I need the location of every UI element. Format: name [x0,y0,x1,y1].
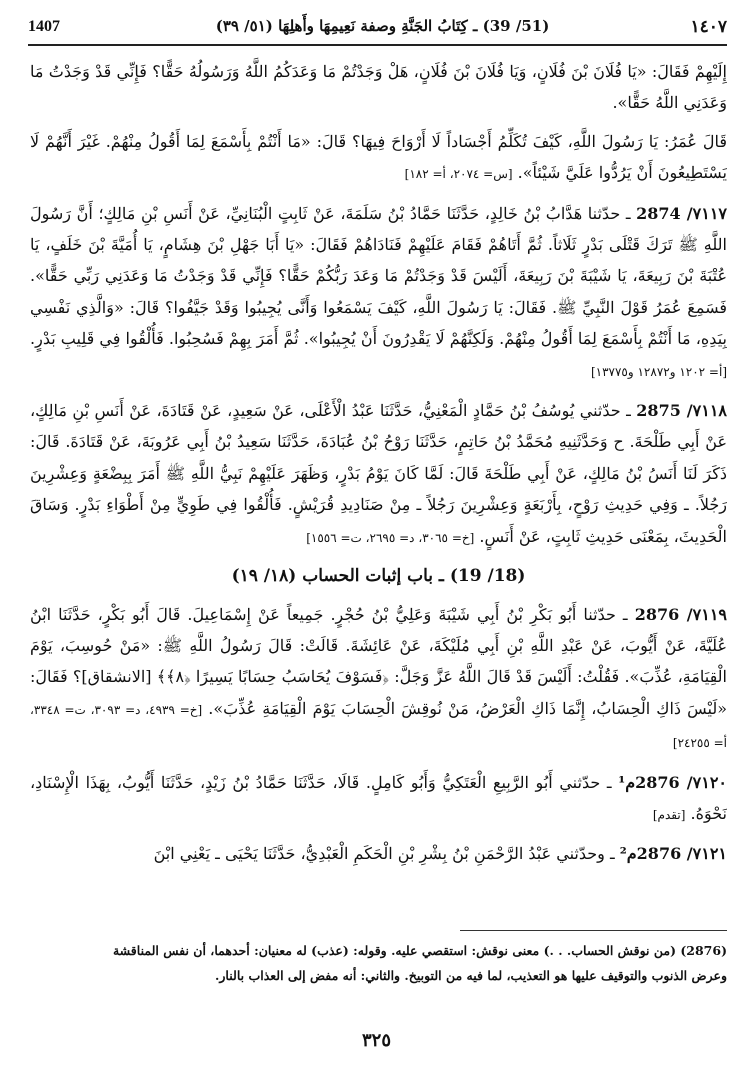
hadith-2876m2: ٧١٢١/ 2876م² ـ وحدّثني عَبْدُ الرَّحْمَنِ بْنُ بِشْرِ بْنِ الْحَكَمِ الْعَبْدِيُّ، حَدَّثَنَا يَحْيَى ـ يَعْنِي ابْنَ [153,844,727,864]
running-title: (51/ 39) ـ كِتَابُ الجَنَّةِ وصفة نَعِيمِهَا وأَهلِهَا (٥١/ ٣٩) [215,17,550,35]
footnote [30,938,727,988]
hadith-2876: ٧١١٩/ 2876 ـ حدّثنا أَبُو بَكْرِ بْنُ أَبِي شَيْبَةَ وَعَلِيُّ بْنُ حُجْرٍ. جَمِيعاً عَنْ إِسْمَاعِيلَ. قَالَ أَبُو بَكْرٍ، حَدَّثَنَا ابْنُ عُلَيَّةَ، عَنْ أَيُّوبَ، عَنْ عَبْدِ اللَّهِ بْنِ أَبِي مُلَيْكَةَ، عَنْ عَائِشَةَ. قَالَتْ: قَالَ رَسُولُ اللَّهِ ﷺ: «مَنْ حُوسِبَ، يَوْمَ الْقِيَامَةِ، عُذِّبَ». فَقُلْتُ: أَلَيْسَ قَدْ قَالَ اللَّهُ عَزَّ وَجَلَّ: ﴿فَسَوْفَ يُحَاسَبُ حِسَابًا يَسِيرًا ﴿٨﴾﴾ [الانشقاق]؟ فَقَالَ: «لَيْسَ ذَاكِ الْحِسَابُ، إِنَّمَا ذَاكِ الْعَرْضُ، مَنْ نُوقِشَ الْحِسَابَ يَوْمَ الْقِيَامَةِ عُذِّبَ». [خ= ٤٩٣٩، د= ٣٠٩٣، ت= ٣٣٤٨، أ= ٢٤٢٥٥] [30,604,727,751]
page-number-latin: 1407 [28,18,60,35]
footnote-line: (2876) (من نوقش الحساب. . .) معنى نوقش: استقصي عليه. وقوله: (عذب) له معنيان: أحدهما، أن نفس المناقشة [112,943,727,958]
reference: [خ= ٣٠٦٥، د= ٢٦٩٥، ت= ١٥٥٦] [306,530,475,545]
page-number-arabic: ١٤٠٧ [690,17,727,37]
footnote-line: وعرض الذنوب والتوقيف عليها هو التعذيب، لما فيه من التوبيخ. والثاني: أنه مفض إلى العذاب بالنار. [215,968,727,983]
hadith-number: ٧١١٩/ 2876 [634,604,727,624]
footnote-divider [460,930,727,931]
chapter-heading: (18/ 19) ـ باب إثبات الحساب (١٨/ ١٩) [231,566,526,587]
reference: [تقدم] [652,807,686,822]
reference: [أ= ١٢٠٢ و١٢٨٧٢ و١٣٧٧٥] [590,364,727,379]
hadith-number: ٧١١٧/ 2874 [636,203,727,223]
reference: [خ= ٤٩٣٩، د= ٣٠٩٣، ت= ٣٣٤٨، أ= ٢٤٢٥٥] [30,702,727,751]
hadith-2875: ٧١١٨/ 2875 ـ حدّثني يُوسُفُ بْنُ حَمَّادٍ الْمَعْنِيُّ، حَدَّثَنَا عَبْدُ الْأَعْلَى، عَنْ سَعِيدٍ، عَنْ قَتَادَةَ، عَنْ أَنَسِ بْنِ مَالِكٍ، عَنْ أَبِي طَلْحَةَ. ح وَحَدَّثَنِيهِ مُحَمَّدُ بْنُ حَاتِمٍ، حَدَّثَنَا رَوْحُ بْنُ عُبَادَةَ، حَدَّثَنَا سَعِيدُ بْنُ أَبِي عَرُوبَةَ، عَنْ قَتَادَةَ. قَالَ: ذَكَرَ لَنَا أَنَسُ بْنُ مَالِكٍ، عَنْ أَبِي طَلْحَةَ قَالَ: لَمَّا كَانَ يَوْمُ بَدْرٍ، وَظَهَرَ عَلَيْهِمْ نَبِيُّ اللَّهِ ﷺ أَمَرَ بِبِضْعَةٍ وَعِشْرِينَ رَجُلاً. ـ وَفِي حَدِيثِ رَوْحٍ، بِأَرْبَعَةٍ وَعِشْرِينَ رَجُلاً ـ مِنْ صَنَادِيدِ قُرَيْشٍ. فَأُلْقُوا فِي طَوِيٍّ مِنْ أَطْوَاءِ بَدْرٍ. وَسَاقَ الْحَدِيثَ، بِمَعْنَى حَدِيثِ ثَابِتٍ، عَنْ أَنَسٍ. [خ= ٣٠٦٥، د= ٢٦٩٥، ت= ١٥٥٦] [30,401,727,546]
paragraph: إِلَيْهِمْ فَقَالَ: «يَا فُلَانَ بْنَ فُلَانٍ، وَيَا فُلَانَ بْنَ فُلَانٍ، هَلْ وَجَدْتُمْ مَا وَعَدَكُمُ اللَّهُ وَرَسُولُهُ حَقًّا؟ فَإِنِّي قَدْ وَجَدْتُ مَا وَعَدَنِي اللَّهُ حَقًّا». [30,62,727,113]
hadith-number: ٧١١٨/ 2875 [636,401,727,421]
hadith-2874: ٧١١٧/ 2874 ـ حدّثنا هَدَّابُ بْنُ خَالِدٍ، حَدَّثَنَا حَمَّادُ بْنُ سَلَمَةَ، عَنْ ثَابِتٍ الْبُنَانِيِّ، عَنْ أَنَسِ بْنِ مَالِكٍ؛ أَنَّ رَسُولَ اللَّهِ ﷺ تَرَكَ قَتْلَى بَدْرٍ ثَلَاثاً. ثُمَّ أَتَاهُمْ فَقَامَ عَلَيْهِمْ فَنَادَاهُمْ فَقَالَ: «يَا أَبَا جَهْلِ بْنَ هِشَامٍ، يَا أُمَيَّةَ بْنَ خَلَفٍ، يَا عُتْبَةَ بْنَ رَبِيعَةَ، يَا شَيْبَةَ بْنَ رَبِيعَةَ، أَلَيْسَ قَدْ وَجَدْتُمْ مَا وَعَدَ رَبُّكُمْ حَقًّا؟ فَإِنِّي قَدْ وَجَدْتُ مَا وَعَدَنِي رَبِّي حَقًّا». فَسَمِعَ عُمَرُ قَوْلَ النَّبِيِّ ﷺ. فَقَالَ: يَا رَسُولَ اللَّهِ، كَيْفَ يَسْمَعُوا وَأَنَّى يُجِيبُوا وَقَدْ جَيَّفُوا؟ قَالَ: «وَالَّذِي نَفْسِي بِيَدِهِ، مَا أَنْتُمْ بِأَسْمَعَ لِمَا أَقُولُ مِنْهُمْ. وَلَكِنَّهُمْ لَا يَقْدِرُونَ أَنْ يُجِيبُوا». ثُمَّ أَمَرَ بِهِمْ فَسُحِبُوا. فَأُلْقُوا فِي قَلِيبِ بَدْرٍ. [أ= ١٢٠٢ و١٢٨٧٢ و١٣٧٧٥] [30,203,727,379]
hadith-number: ٧١٢٠/ 2876م¹ [618,772,727,792]
page-header [28,14,727,46]
reference: [س= ٢٠٧٤، أ= ١٨٢] [404,167,513,182]
hadith-number: ٧١٢١/ 2876م² [619,844,727,864]
main-text [30,56,727,901]
page-number-bottom: ٣٢٥ [361,1030,391,1051]
hadith-2876m1: ٧١٢٠/ 2876م¹ ـ حدّثني أَبُو الرَّبِيعِ الْعَتَكِيُّ وَأَبُو كَامِلٍ. قَالَا، حَدَّثَنَا حَمَّادُ بْنُ زَيْدٍ، حَدَّثَنَا أَيُّوبُ، بِهَذَا الْإِسْنَادِ، نَحْوَهُ. [تقدم] [30,772,727,823]
paragraph: قَالَ عُمَرُ: يَا رَسُولَ اللَّهِ، كَيْفَ تُكَلِّمُ أَجْسَاداً لَا أَرْوَاحَ فِيهَا؟ قَالَ: «مَا أَنْتُمْ بِأَسْمَعَ لِمَا أَقُولُ مِنْهُمْ. غَيْرَ أَنَّهُمْ لَا يَسْتَطِيعُونَ أَنْ يَرُدُّوا عَلَيَّ شَيْئاً». [س= ٢٠٧٤، أ= ١٨٢] [30,131,727,183]
